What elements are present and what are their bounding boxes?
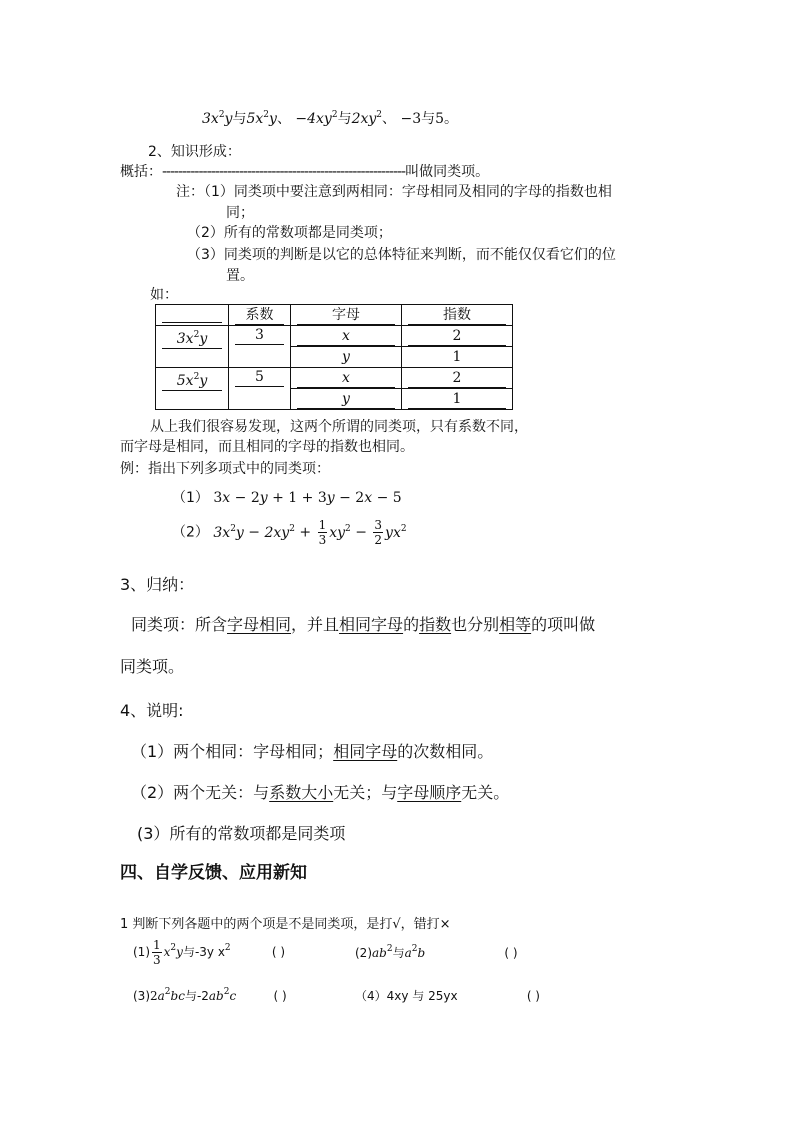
example-1: （1） 3x − 2y + 1 + 3y − 2x − 5 (172, 490, 402, 506)
answer-blank-1[interactable]: ( ) (271, 945, 286, 959)
note-3-cont: 置。 (226, 268, 254, 284)
answer-blank-3[interactable]: ( ) (273, 989, 287, 1003)
table-row: y 1 (156, 347, 513, 368)
quiz-item-4: （4）4xy 与 25yx ( ) (355, 987, 555, 1004)
explanation-3: (3）所有的常数项都是同类项 (137, 824, 346, 843)
section-heading-4: 四、自学反馈、应用新知 (120, 863, 307, 883)
note-1-cont: 同； (226, 205, 254, 221)
comparison-table (155, 304, 513, 410)
example-title: 例：指出下列多项式中的同类项： (120, 461, 330, 477)
answer-blank-2[interactable]: ( ) (504, 946, 518, 960)
example-2: （2） $3x^2y - 2xy^2$ + $\frac{1}{3}$ $xy^2$ − $\frac{3}{2}$ $yx^2$ (172, 518, 407, 547)
note-1: 注：（1）同类项中要注意到两相同：字母相同及相同的字母的指数也相 (176, 184, 612, 200)
observation-line-1: 从上我们很容易发现，这两个所谓的同类项，只有系数不同， (150, 419, 528, 435)
quiz-item-2: $(2)ab^2$与$a^2b$ ( ) (355, 944, 533, 961)
note-2: （2）所有的常数项都是同类项； (187, 225, 392, 241)
intro-line: $3x^2y$与$5x^2y$、 $-4xy^2$与$2xy^2$、 −3与5。 (202, 110, 459, 127)
definition-line: 概括：------------------------------------------------------------叫做同类项。 (120, 164, 490, 180)
quiz-item-3: $(3)2a^2bc$与$-2ab^2c$ ( ) (133, 987, 302, 1004)
table-header-row: 系数 字母 指数 (156, 305, 513, 326)
answer-blank-4[interactable]: ( ) (526, 989, 540, 1003)
section-3-title: 3、归纳： (120, 575, 195, 594)
summary-paragraph-cont: 同类项。 (120, 657, 185, 676)
section-4-title: 4、说明: (120, 701, 184, 720)
example-prefix: 如： (150, 287, 178, 303)
table-row: $3x^2y$ 3 x 2 (156, 326, 513, 347)
explanation-2: （2）两个无关：与系数大小无关；与字母顺序无关。 (131, 783, 510, 802)
quiz-item-1: (1) $\frac{1}{3}$ $x^2y$与-3y $x^2$ ( ) (133, 938, 300, 967)
section-2-title: 2、知识形成： (148, 144, 241, 160)
quiz-title: 1 判断下列各题中的两个项是不是同类项，是打√，错打× (120, 917, 451, 932)
observation-line-2: 而字母是相同，而且相同的字母的指数也相同。 (120, 439, 414, 455)
summary-paragraph: 同类项：所含字母相同，并且相同字母的指数也分别相等的项叫做 (131, 615, 596, 634)
explanation-1: （1）两个相同：字母相同；相同字母的次数相同。 (131, 742, 494, 761)
note-3: （3）同类项的判断是以它的总体特征来判断，而不能仅仅看它们的位 (187, 247, 616, 263)
table-row: $5x^2y$ 5 x 2 (156, 368, 513, 389)
table-row: y 1 (156, 389, 513, 410)
